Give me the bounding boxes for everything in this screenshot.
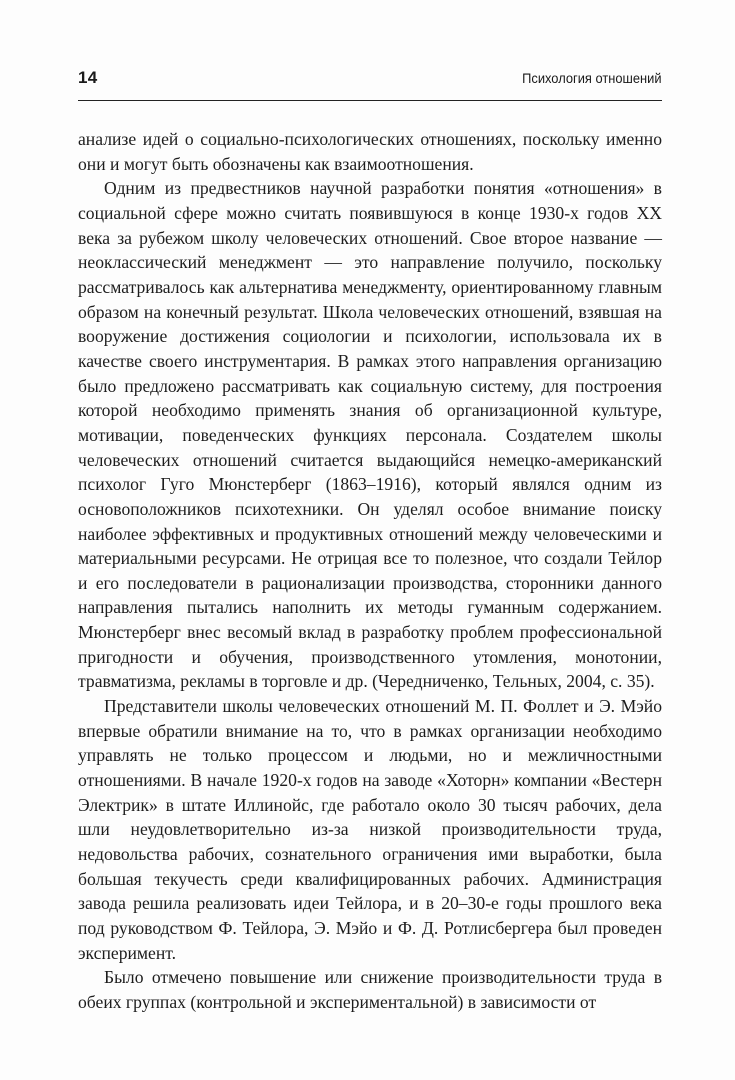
body-text (78, 127, 662, 1015)
paragraph: Было отмечено повышение или снижение производительности труда в обеих группах (контрольной и экспериментальной) в зависимости от (78, 967, 662, 1012)
paragraph-continuation: анализе идей о социально-психологических отношениях, поскольку именно они и могут быть обозначены как взаимоотношения. (78, 129, 662, 174)
paragraph: Одним из предвестников научной разработки понятия «отношения» в социальной сфере можно считать появившуюся в конце 1930-х годов XX века за рубежом школу человеческих отношений. Свое второе название — неоклассический менеджмент — это направление получило, поскольку рассматривалось как альтернатива менеджменту, ориентированному главным образом на конечный результат. Школа человеческих отношений, взявшая на вооружение достижения социологии и психологии, использовала их в качестве своего инструментария. В рамках этого направления организацию было предложено рассматривать как социальную систему, для построения которой необходимо применять знания об организационной культуре, мотивации, поведенческих функциях персонала. Создателем школы человеческих отношений считается выдающийся немецко-американский психолог Гуго Мюнстерберг (1863–1916), который являлся одним из основоположников психотехники. Он уделял особое внимание поиску наиболее эффективных и продуктивных отношений между человеческими и материальными ресурсами. Не отрицая все то полезное, что создали Тейлор и его последователи в рационализации производства, сторонники данного направления пытались наполнить их методы гуманным содержанием. Мюнстерберг внес весомый вклад в разработку проблем профессиональной пригодности и обучения, производственного утомления, монотонии, травматизма, рекламы в торговле и др. (Чередниченко, Тельных, 2004, с. 35). (78, 178, 662, 692)
page-header (78, 68, 662, 98)
page-number: 14 (78, 68, 98, 87)
paragraph: Представители школы человеческих отношений М. П. Фоллет и Э. Мэйо впервые обратили внимание на то, что в рамках организации необходимо управлять не только процессом и людьми, но и межличностными отношениями. В начале 1920-х годов на заводе «Хоторн» компании «Вестерн Электрик» в штате Иллинойс, где работало около 30 тысяч рабочих, дела шли неудовлетворительно из-за низкой производительности труда, недовольства рабочих, сознательного ограничения ими выработки, была большая текучесть среди квалифицированных рабочих. Администрация завода решила реализовать идеи Тейлора, и в 20–30-е годы прошлого века под руководством Ф. Тейлора, Э. Мэйо и Ф. Д. Ротлисбергера был проведен эксперимент. (78, 696, 662, 963)
running-title: Психология отношений (522, 70, 662, 86)
header-rule (78, 100, 662, 101)
